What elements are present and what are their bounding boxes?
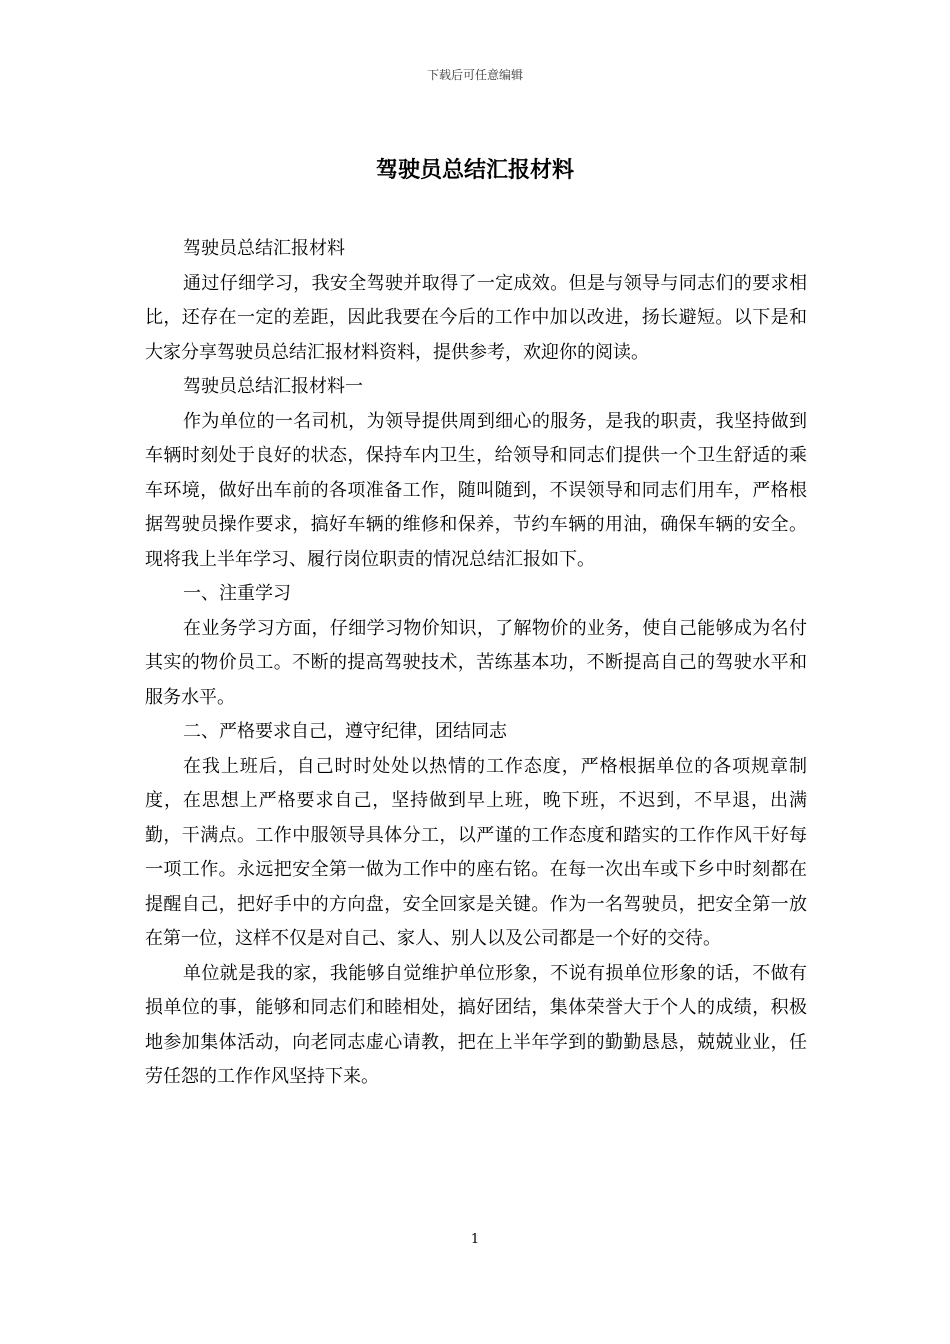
paragraph-subtitle: 驾驶员总结汇报材料 xyxy=(183,238,345,259)
document-title: 驾驶员总结汇报材料 xyxy=(375,157,574,183)
paragraph-heading-discipline: 二、严格要求自己，遵守纪律，团结同志 xyxy=(183,721,507,742)
paragraph-study: 在业务学习方面，仔细学习物价知识，了解物价的业务，使自己能够成为名付其实的物价员工。不断的提高驾驶技术，苦练基本功，不断提高自己的驾驶水平和服务水平。 xyxy=(145,617,807,708)
paragraph-duties: 作为单位的一名司机，为领导提供周到细心的服务，是我的职责，我坚持做到车辆时刻处于良好的状态，保持车内卫生，给领导和同志们提供一个卫生舒适的乘车环境，做好出车前的各项准备工作，随叫随到，不误领导和同志们用车，严格根据驾驶员操作要求，搞好车辆的维修和保养，节约车辆的用油，确保车辆的安全。现将我上半年学习、履行岗位职责的情况总结汇报如下。 xyxy=(145,410,807,570)
document-body xyxy=(145,232,807,1095)
paragraph-heading-study: 一、注重学习 xyxy=(183,583,291,604)
paragraph-unity: 单位就是我的家，我能够自觉维护单位形象，不说有损单位形象的话，不做有损单位的事，能够和同志们和睦相处，搞好团结，集体荣誉大于个人的成绩，积极地参加集体活动，向老同志虚心请教，把在上半年学到的勤勤恳恳，兢兢业业，任劳任怨的工作作风坚持下来。 xyxy=(145,962,807,1087)
page-number: 1 xyxy=(470,1232,480,1247)
paragraph-intro: 通过仔细学习，我安全驾驶并取得了一定成效。但是与领导与同志们的要求相比，还存在一定的差距，因此我要在今后的工作中加以改进，扬长避短。以下是和大家分享驾驶员总结汇报材料资料，提供参考，欢迎你的阅读。 xyxy=(145,272,807,363)
paragraph-section-heading: 驾驶员总结汇报材料一 xyxy=(183,376,363,397)
paragraph-discipline: 在我上班后，自己时时处处以热情的工作态度，严格根据单位的各项规章制度，在思想上严格要求自己，坚持做到早上班，晚下班，不迟到，不早退，出满勤，干满点。工作中服领导具体分工，以严谨的工作态度和踏实的工作作风干好每一项工作。永远把安全第一做为工作中的座右铭。在每一次出车或下乡中时刻都在提醒自己，把好手中的方向盘，安全回家是关键。作为一名驾驶员，把安全第一放在第一位，这样不仅是对自己、家人、别人以及公司都是一个好的交待。 xyxy=(145,755,807,949)
header-note: 下载后可任意编辑 xyxy=(426,68,523,82)
